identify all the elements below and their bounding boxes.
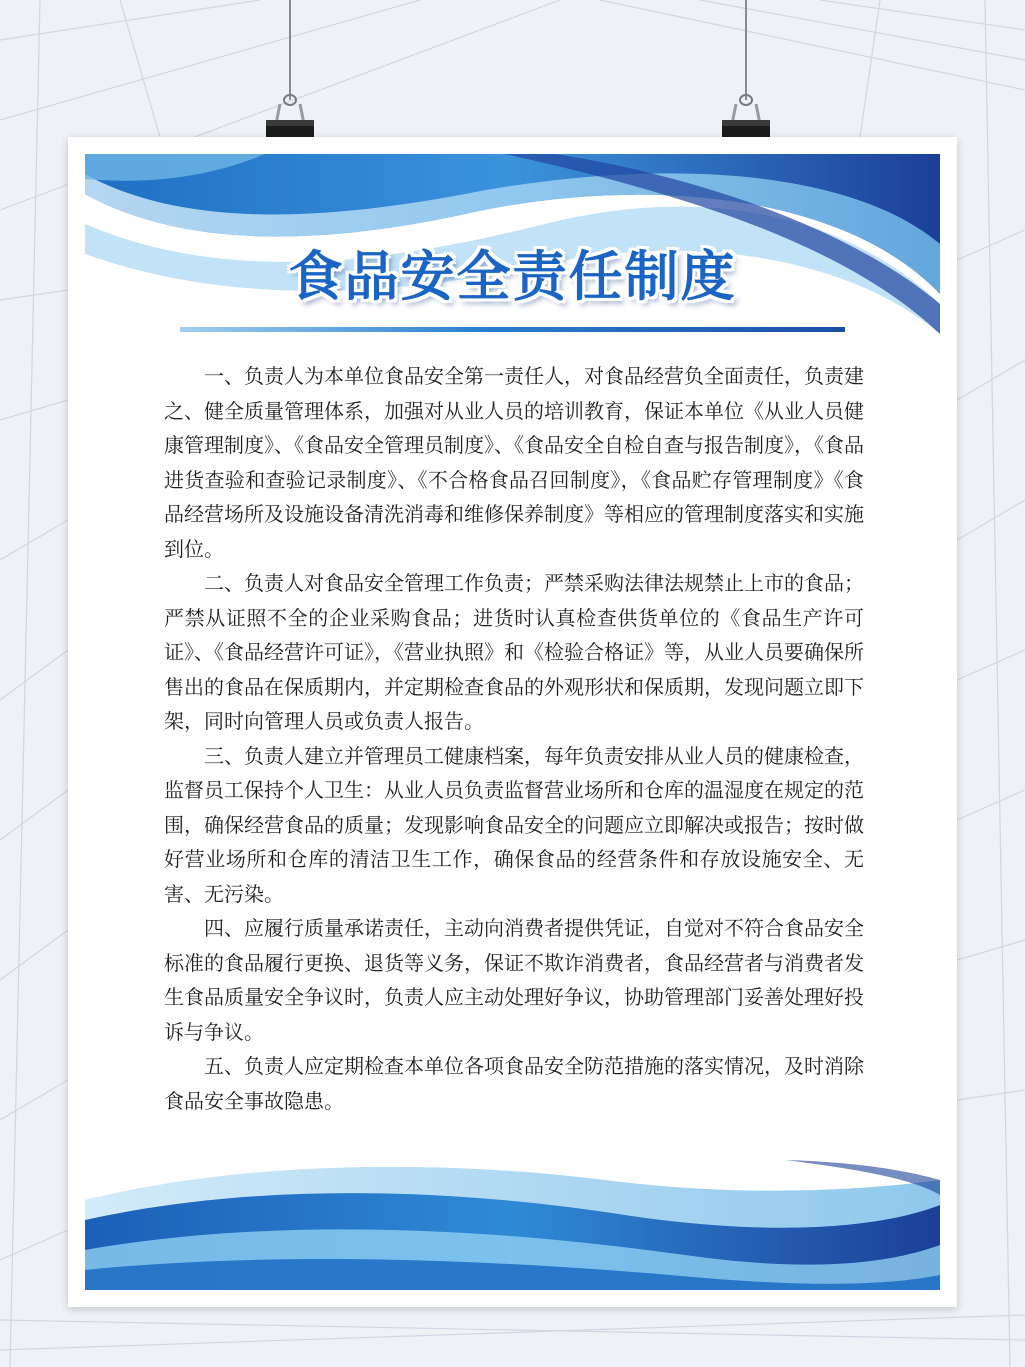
hanging-string-left (289, 0, 291, 100)
title-underline (180, 327, 845, 332)
paragraph: 四、应履行质量承诺责任，主动向消费者提供凭证，自觉对不符合食品安全标准的食品履行更换、退货等义务，保证不欺诈消费者，食品经营者与消费者发生食品质量安全争议时，负责人应主动处理好争议，协助管理部门妥善处理好投诉与争议。 (164, 916, 864, 1044)
paragraph: 二、负责人对食品安全管理工作负责；严禁采购法律法规禁止上市的食品；严禁从证照不全的企业采购食品；进货时认真检查供货单位的《食品生产许可证》、《食品经营许可证》，《营业执照》和《检验合格证》等，从业人员要确保所售出的食品在保质期内，并定期检查食品的外观形状和保质期，发现问题立即下架，同时向管理人员或负责人报告。 (164, 571, 864, 733)
poster-content (85, 154, 940, 1290)
hanging-string-right (745, 0, 747, 100)
regulation-text (164, 359, 864, 1118)
paragraph: 五、负责人应定期检查本单位各项食品安全防范措施的落实情况，及时消除食品安全事故隐患。 (164, 1054, 864, 1113)
poster-title: 食品安全责任制度 (288, 245, 737, 308)
paragraph: 三、负责人建立并管理员工健康档案，每年负责安排从业人员的健康检查，监督员工保持个人卫生：从业人员负责监督营业场所和仓库的温湿度在规定的范围，确保经营食品的质量；发现影响食品安全的问题应立即解决或报告；按时做好营业场所和仓库的清洁卫生工作，确保食品的经营条件和存放设施安全、无害、无污染。 (164, 743, 864, 906)
bottom-wave-decoration (85, 1160, 940, 1290)
paragraph: 一、负责人为本单位食品安全第一责任人，对食品经营负全面责任，负责建之、健全质量管理体系，加强对从业人员的培训教育，保证本单位《从业人员健康管理制度》、《食品安全管理员制度》、《食品安全自检自查与报告制度》，《食品进货查验和查验记录制度》、《不合格食品召回制度》，《食品贮存管理制度》《食品经营场所及设施设备清洗消毒和维修保养制度》等相应的管理制度落实和实施到位。 (164, 364, 864, 561)
poster (68, 137, 957, 1307)
